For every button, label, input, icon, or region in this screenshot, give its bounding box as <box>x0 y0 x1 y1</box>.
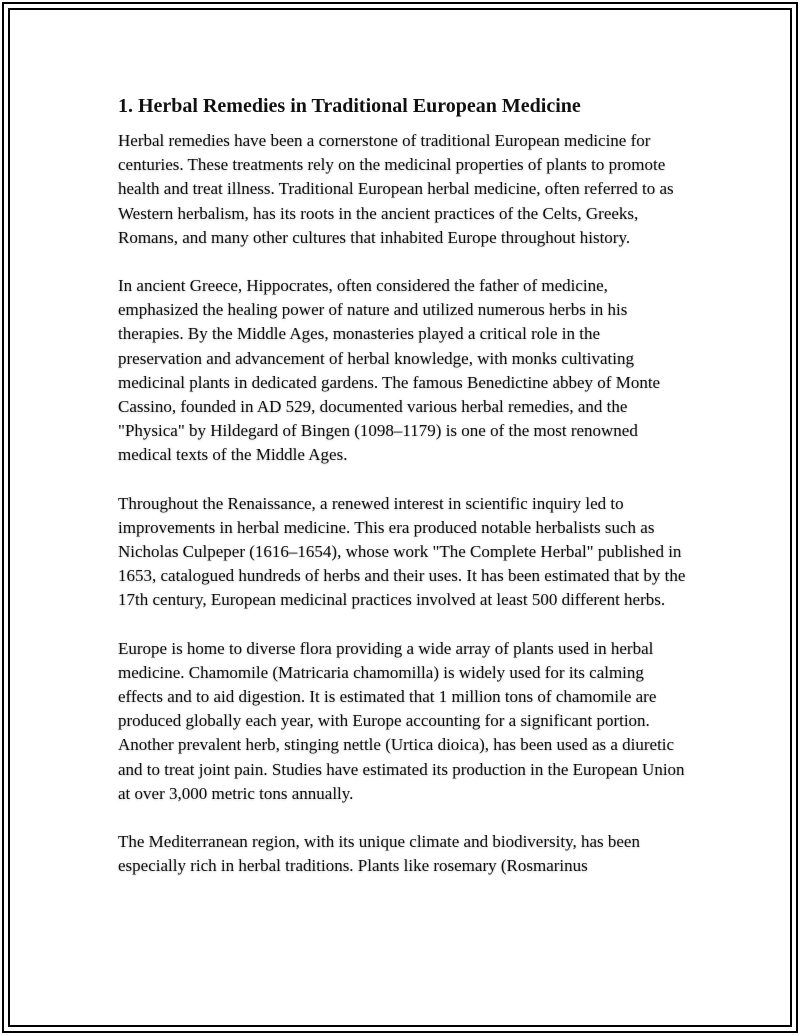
paragraph-renaissance: Throughout the Renaissance, a renewed interest in scientific inquiry led to improvements in herbal medicine. This era produced notable herbalists such as Nicholas Culpeper (1616–1654), whose work "The Complete Herbal" published in 1653, catalogued hundreds of herbs and their uses. It has been estimated that by the 17th century, European medicinal practices involved at least 500 different herbs. <box>118 493 686 610</box>
document-body <box>118 93 688 902</box>
paragraph-european-flora: Europe is home to diverse flora providing a wide array of plants used in herbal medicine. Chamomile (Matricaria chamomilla) is widely used for its calming effects and to aid digestion. It is estimated that 1 million tons of chamomile are produced globally each year, with Europe accounting for a significant portion. Another prevalent herb, stinging nettle (Urtica dioica), has been used as a diuretic and to treat joint pain. Studies have estimated its production in the European Union at over 3,000 metric tons annually. <box>118 638 685 803</box>
paragraph-mediterranean-region: The Mediterranean region, with its unique climate and biodiversity, has been especially rich in herbal traditions. Plants like rosemary (Rosmarinus <box>118 832 640 876</box>
paragraph-ancient-greece-middle-ages: In ancient Greece, Hippocrates, often considered the father of medicine, emphasized the healing power of nature and utilized numerous herbs in his therapies. By the Middle Ages, monasteries played a critical role in the preservation and advancement of herbal knowledge, with monks cultivating medicinal plants in dedicated gardens. The famous Benedictine abbey of Monte Cassino, founded in AD 529, documented various herbal remedies, and the "Physica" by Hildegard of Bingen (1098–1179) is one of the most renowned medical texts of the Middle Ages. <box>118 276 661 465</box>
paragraph-herbal-remedies-intro: Herbal remedies have been a cornerstone of traditional European medicine for centuries. These treatments rely on the medicinal properties of plants to promote health and treat illness. Traditional European herbal medicine, often referred to as Western herbalism, has its roots in the ancient practices of the Celts, Greeks, Romans, and many other cultures that inhabited Europe throughout history. <box>118 131 674 247</box>
section-heading: 1. Herbal Remedies in Traditional European Medicine <box>118 95 581 117</box>
